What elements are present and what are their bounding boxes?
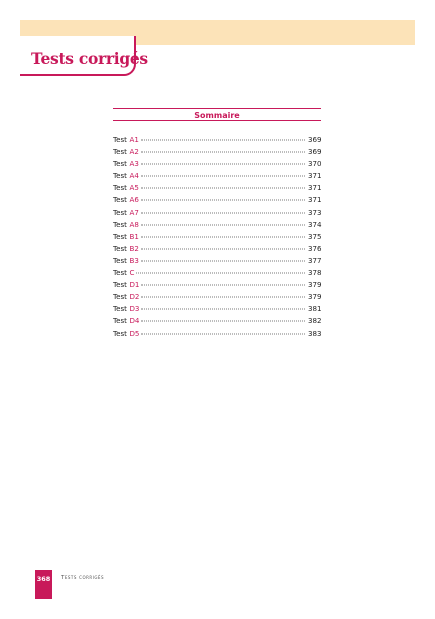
toc-entry[interactable] bbox=[113, 183, 321, 195]
toc-entry-code: A2 bbox=[129, 147, 139, 157]
toc-entry-code: B3 bbox=[129, 255, 139, 265]
toc-entry[interactable] bbox=[113, 208, 321, 220]
toc-dot-leader bbox=[141, 140, 305, 141]
toc-entry-code: A8 bbox=[129, 219, 139, 229]
toc-entry-page: 379 bbox=[308, 280, 322, 290]
toc-entry[interactable] bbox=[113, 232, 321, 244]
toc-entry-prefix: Test bbox=[113, 219, 127, 229]
toc-entry-code: A5 bbox=[129, 183, 139, 193]
table-of-contents bbox=[113, 108, 321, 341]
toc-entry-code: A7 bbox=[129, 207, 139, 217]
toc-entry-prefix: Test bbox=[113, 135, 127, 144]
toc-dot-leader bbox=[141, 248, 305, 249]
toc-dot-leader bbox=[141, 321, 305, 322]
toc-entry-prefix: Test bbox=[113, 328, 127, 338]
toc-entry[interactable] bbox=[113, 280, 321, 292]
toc-entry-prefix: Test bbox=[113, 171, 127, 181]
toc-dot-leader bbox=[141, 260, 305, 261]
toc-entry[interactable] bbox=[113, 292, 321, 304]
toc-entry[interactable] bbox=[113, 147, 321, 159]
toc-entry-code: D2 bbox=[129, 292, 140, 302]
toc-heading: Sommaire bbox=[194, 111, 240, 120]
toc-dot-leader bbox=[141, 236, 305, 237]
toc-entry-page: 373 bbox=[308, 207, 322, 217]
toc-entry-code: A3 bbox=[129, 159, 139, 169]
toc-entry-prefix: Test bbox=[113, 304, 127, 314]
toc-entry-prefix: Test bbox=[113, 255, 127, 265]
toc-entry-code: D4 bbox=[129, 316, 140, 326]
toc-dot-leader bbox=[141, 200, 305, 201]
toc-entry-prefix: Test bbox=[113, 147, 127, 157]
toc-entry-prefix: Test bbox=[113, 292, 127, 302]
toc-entry-code: A1 bbox=[129, 135, 139, 144]
toc-entry-page: 383 bbox=[308, 328, 322, 338]
toc-entry-page: 376 bbox=[308, 243, 322, 253]
toc-entry-code: B1 bbox=[129, 231, 139, 241]
toc-dot-leader bbox=[141, 152, 305, 153]
toc-entry-page: 374 bbox=[308, 219, 322, 229]
toc-dot-leader bbox=[141, 297, 305, 298]
toc-dot-leader bbox=[141, 212, 305, 213]
toc-entry[interactable] bbox=[113, 195, 321, 207]
toc-entry-code: C bbox=[129, 268, 135, 278]
toc-entry-page: 371 bbox=[308, 183, 322, 193]
toc-entry-prefix: Test bbox=[113, 280, 127, 290]
toc-bottom-rule bbox=[113, 120, 321, 121]
toc-entry-code: D5 bbox=[129, 328, 140, 338]
toc-entry-prefix: Test bbox=[113, 195, 127, 205]
toc-entry-page: 370 bbox=[308, 159, 322, 169]
toc-entry-code: D1 bbox=[129, 280, 140, 290]
toc-entry-prefix: Test bbox=[113, 231, 127, 241]
toc-entry-prefix: Test bbox=[113, 316, 127, 326]
toc-entry[interactable] bbox=[113, 256, 321, 268]
toc-entry-prefix: Test bbox=[113, 268, 127, 278]
toc-entry-page: 382 bbox=[308, 316, 322, 326]
toc-entry[interactable] bbox=[113, 244, 321, 256]
toc-entry-prefix: Test bbox=[113, 207, 127, 217]
toc-list bbox=[113, 135, 321, 341]
toc-dot-leader bbox=[141, 188, 305, 189]
toc-entry-page: 371 bbox=[308, 195, 322, 205]
toc-entry-prefix: Test bbox=[113, 159, 127, 169]
toc-entry[interactable] bbox=[113, 268, 321, 280]
toc-entry-code: A4 bbox=[129, 171, 139, 181]
toc-entry-page: 369 bbox=[308, 135, 322, 144]
toc-dot-leader bbox=[141, 164, 305, 165]
page-title: Tests corrigés bbox=[31, 49, 148, 68]
toc-entry-code: B2 bbox=[129, 243, 139, 253]
toc-entry-page: 381 bbox=[308, 304, 322, 314]
toc-entry-page: 375 bbox=[308, 231, 322, 241]
toc-entry[interactable] bbox=[113, 329, 321, 341]
toc-dot-leader bbox=[141, 309, 305, 310]
toc-entry-page: 369 bbox=[308, 147, 322, 157]
toc-entry[interactable] bbox=[113, 304, 321, 316]
footer-section-label: Tests corrigés bbox=[61, 575, 105, 581]
toc-dot-leader bbox=[136, 273, 305, 274]
toc-entry[interactable] bbox=[113, 316, 321, 328]
toc-entry-page: 371 bbox=[308, 171, 322, 181]
toc-dot-leader bbox=[141, 224, 305, 225]
toc-entry-page: 377 bbox=[308, 255, 322, 265]
toc-dot-leader bbox=[141, 176, 305, 177]
toc-dot-leader bbox=[141, 285, 305, 286]
toc-entry[interactable] bbox=[113, 135, 321, 147]
toc-entry-prefix: Test bbox=[113, 183, 127, 193]
page-number-badge: 368 bbox=[35, 570, 52, 599]
toc-dot-leader bbox=[141, 333, 305, 334]
toc-entry-code: D3 bbox=[129, 304, 140, 314]
toc-entry[interactable] bbox=[113, 159, 321, 171]
toc-entry-page: 379 bbox=[308, 292, 322, 302]
toc-entry-page: 378 bbox=[308, 268, 322, 278]
toc-entry[interactable] bbox=[113, 171, 321, 183]
toc-entry-code: A6 bbox=[129, 195, 139, 205]
toc-entry[interactable] bbox=[113, 220, 321, 232]
toc-entry-prefix: Test bbox=[113, 243, 127, 253]
